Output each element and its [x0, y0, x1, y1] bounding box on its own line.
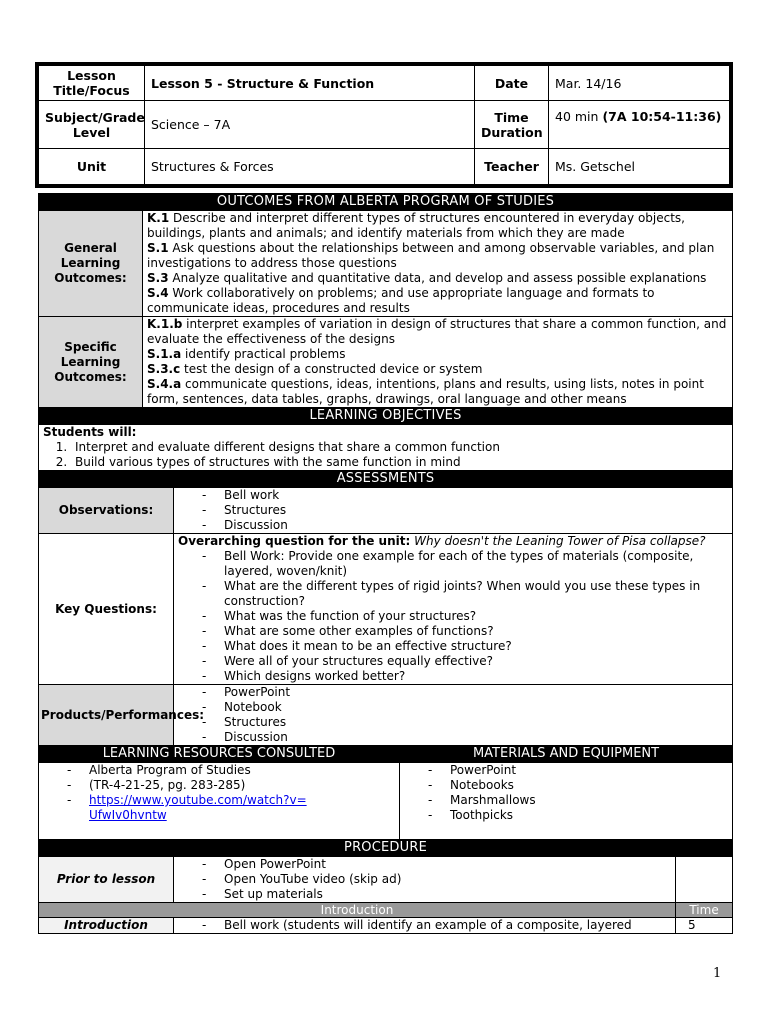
list-item: - Set up materials — [202, 887, 671, 902]
overarching-question: Overarching question for the unit: Why doesn't the Leaning Tower of Pisa collapse? — [178, 534, 706, 548]
list-item: - Structures — [202, 503, 728, 518]
list-item: - Discussion — [202, 730, 728, 745]
procedure-heading: PROCEDURE — [39, 840, 733, 857]
prior-to-lesson-cell — [174, 857, 676, 903]
list-item: - Bell work — [202, 488, 728, 503]
lesson-title-value: Lesson 5 - Structure & Function — [145, 66, 475, 101]
general-outcome: S.3 Analyze qualitative and quantitative data, and develop and assess possible explanations — [147, 271, 707, 285]
time-column-heading: Time — [676, 903, 733, 918]
resources-list — [43, 763, 395, 823]
teacher-value: Ms. Getschel — [549, 149, 730, 185]
products-list — [178, 685, 728, 745]
list-item: - What was the function of your structures? — [202, 609, 728, 624]
lesson-header — [35, 62, 733, 188]
products-cell — [174, 685, 733, 746]
date-value: Mar. 14/16 — [549, 66, 730, 101]
list-item: - Structures — [202, 715, 728, 730]
introduction-list — [178, 918, 671, 933]
introduction-section-heading: Introduction — [39, 903, 676, 918]
teacher-label: Teacher — [475, 149, 549, 185]
list-item: - Open YouTube video (skip ad) — [202, 872, 671, 887]
list-item: - Marshmallows — [428, 793, 728, 808]
subject-value: Science – 7A — [145, 101, 475, 149]
list-item: - Discussion — [202, 518, 728, 533]
key-questions-label: Key Questions: — [39, 534, 174, 685]
specific-outcomes-label: Specific Learning Outcomes: — [39, 317, 143, 408]
list-item: - Were all of your structures equally effective? — [202, 654, 728, 669]
introduction-time: 5 — [676, 918, 733, 934]
general-outcome: S.4 Work collaboratively on problems; and use appropriate language and formats to communicate ideas, procedures and results — [147, 286, 655, 315]
general-outcome: K.1 Describe and interpret different types of structures encountered in everyday objects, buildings, plants and animals; and identify materials from which they are made — [147, 211, 685, 240]
list-item: - Open PowerPoint — [202, 857, 671, 872]
list-item: - PowerPoint — [428, 763, 728, 778]
resources-cell — [39, 763, 400, 840]
prior-time-cell — [676, 857, 733, 903]
date-label: Date — [475, 66, 549, 101]
list-item: - Bell Work: Provide one example for each of the types of materials (composite, layered, woven/knit) — [202, 549, 728, 579]
specific-outcome: S.4.a communicate questions, ideas, intentions, plans and results, using lists, notes in point form, sentences, data tables, graphs, drawings, oral language and other means — [147, 377, 704, 406]
observations-list — [178, 488, 728, 533]
assessments-heading: ASSESSMENTS — [39, 471, 733, 488]
objectives-body — [39, 425, 733, 471]
list-item: - Alberta Program of Studies — [67, 763, 395, 778]
materials-heading: MATERIALS AND EQUIPMENT — [400, 746, 733, 763]
list-item: - Notebook — [202, 700, 728, 715]
unit-label: Unit — [39, 149, 145, 185]
observations-cell — [174, 488, 733, 534]
outcomes-heading: OUTCOMES FROM ALBERTA PROGRAM OF STUDIES — [39, 194, 733, 211]
objective-item: 2. Build various types of structures with the same function in mind — [71, 455, 728, 470]
key-questions-cell — [174, 534, 733, 685]
products-label: Products/Performances: — [39, 685, 174, 746]
objective-item: 1. Interpret and evaluate different designs that share a common function — [71, 440, 728, 455]
general-outcomes-list — [143, 211, 733, 317]
materials-list — [404, 763, 728, 823]
objectives-heading: LEARNING OBJECTIVES — [39, 408, 733, 425]
page-number: 1 — [713, 966, 722, 981]
specific-outcome: K.1.b interpret examples of variation in design of structures that share a common function, and evaluate the effectiveness of the designs — [147, 317, 727, 346]
prior-to-lesson-label: Prior to lesson — [39, 857, 174, 903]
introduction-cell — [174, 918, 676, 934]
list-item: - (TR-4-21-25, pg. 283-285) — [67, 778, 395, 793]
unit-value: Structures & Forces — [145, 149, 475, 185]
observations-label: Observations: — [39, 488, 174, 534]
list-item: - Bell work (students will identify an example of a composite, layered — [202, 918, 671, 933]
general-outcome: S.1 Ask questions about the relationships between and among observable variables, and plan investigations to address those questions — [147, 241, 715, 270]
list-item — [67, 793, 395, 823]
general-outcomes-label: General Learning Outcomes: — [39, 211, 143, 317]
key-questions-list — [178, 549, 728, 684]
objectives-list — [43, 440, 728, 470]
list-item: - PowerPoint — [202, 685, 728, 700]
specific-outcome: S.3.c test the design of a constructed device or system — [147, 362, 483, 376]
list-item: - What are the different types of rigid joints? When would you use these types in construction? — [202, 579, 728, 609]
list-item: - What does it mean to be an effective structure? — [202, 639, 728, 654]
materials-cell — [400, 763, 733, 840]
list-item: - Notebooks — [428, 778, 728, 793]
specific-outcome: S.1.a identify practical problems — [147, 347, 346, 361]
introduction-label: Introduction — [39, 918, 174, 934]
specific-outcomes-list — [143, 317, 733, 408]
youtube-link[interactable]: https://www.youtube.com/watch?v=UfwIv0hvntw — [89, 793, 307, 822]
prior-list — [178, 857, 671, 902]
list-item: - Which designs worked better? — [202, 669, 728, 684]
list-item: - Toothpicks — [428, 808, 728, 823]
time-label: Time Duration — [475, 101, 549, 149]
time-value: 40 min (7A 10:54-11:36) — [549, 101, 730, 149]
resources-heading: LEARNING RESOURCES CONSULTED — [39, 746, 400, 763]
objectives-intro: Students will: — [43, 425, 137, 439]
lesson-plan-table — [38, 193, 733, 934]
subject-label: Subject/Grade Level — [39, 101, 145, 149]
lesson-title-label: Lesson Title/Focus — [39, 66, 145, 101]
list-item: - What are some other examples of functions? — [202, 624, 728, 639]
